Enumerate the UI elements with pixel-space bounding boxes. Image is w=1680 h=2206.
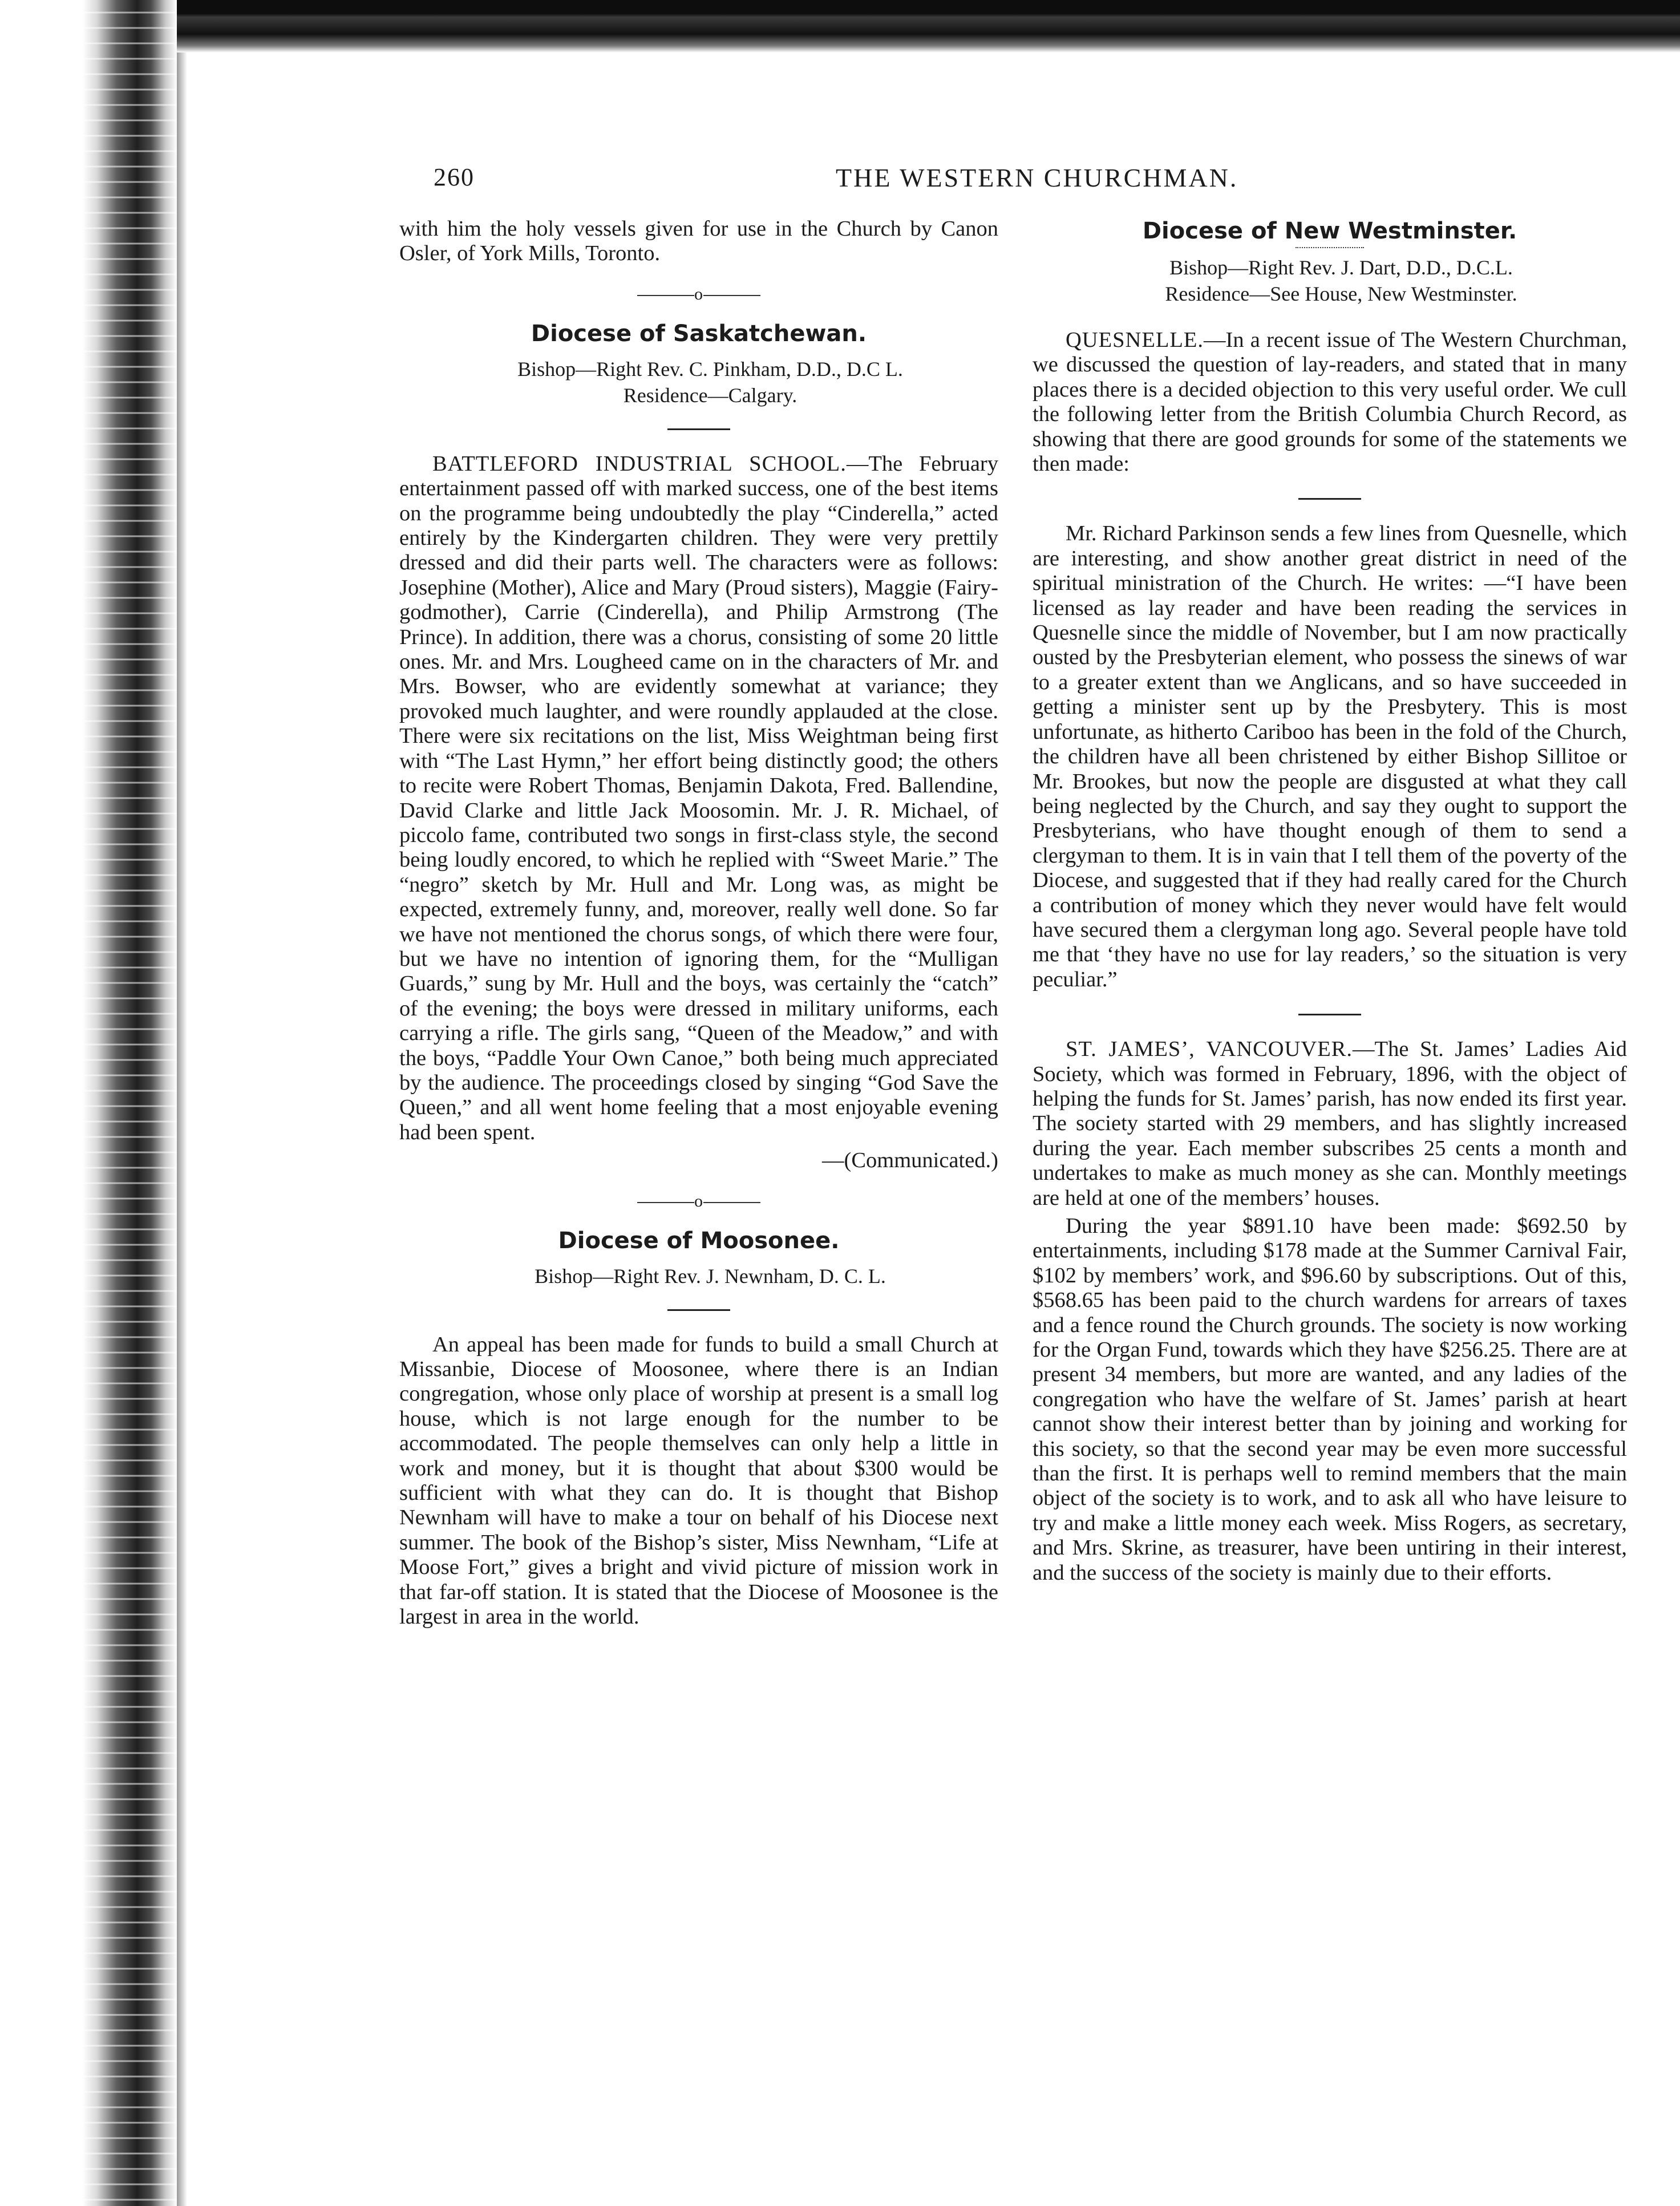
opening-paragraph: with him the holy vessels given for use in the Church by Canon Osler, of York Mills, Toronto. [399, 217, 998, 266]
section-divider: o [399, 286, 998, 303]
short-rule [1298, 498, 1361, 500]
article-body-vancouver: —The St. James’ Ladies Aid Society, which was formed in February, 1896, with the object of helping the funds for St. James’ parish, has now ended its first year. The society started with 29 members, and has slightly increased during the year. Each member subscribes 25 cents a month and undertakes to make as much money as she can. Monthly meetings are held at one of the members’ houses. [1033, 1037, 1627, 1210]
short-rule [667, 428, 730, 430]
article-quesnelle-letter: Mr. Richard Parkinson sends a few lines from Quesnelle, which are interesting, and show another great district in need of the spiritual ministration of the Church. He writes: —“I have been licensed as lay reader and have been reading the services in Quesnelle since the middle of November, but I am now practically ousted by the Presbyterian element, who possess the sinews of war to a greater extent than we Anglicans, and so have succeeded in getting a minister sent up by the Presbytery. This is most unfortunate, as hitherto Cariboo has been in the fold of the Church, the children have all been christened by either Bishop Sillitoe or Mr. Brookes, but now the people are disgusted at what they call being neglected by the Church, and say they ought to support the Presbyterians, who have thought enough of them to send a clergyman to them. It is in vain that I tell them of the poverty of the Diocese, and suggested that if they had really cared for the Church a contribution of money which they never would have felt would have secured them a clergyman long ago. Several people have told me that ‘they have no use for lay readers,’ so the situation is very peculiar.” [1033, 521, 1627, 991]
residence-new-westminster: Residence—See House, New Westminster. [1165, 282, 1517, 305]
page-number: 260 [434, 163, 475, 191]
article-lead-quesnelle: QUESNELLE. [1066, 328, 1204, 352]
scan-binding-edge [0, 0, 177, 2206]
heading-new-westminster: Diocese of New Westminster. [1142, 218, 1517, 244]
scan-page-edge-shadow [177, 52, 187, 2206]
heading-moosonee: Diocese of Moosonee. [558, 1227, 840, 1254]
running-title: THE WESTERN CHURCHMAN. [836, 163, 1238, 192]
article-body-quesnelle: —In a recent issue of The Western Churchman, we discussed the question of lay-readers, and stated that in many places there is a decided objection to this very useful order. We cull the following letter from the British Columbia Church Record, as showing that there are good grounds for some of the statements we then made: [1033, 328, 1627, 476]
bishop-saskatchewan: Bishop—Right Rev. C. Pinkham, D.D., D.C L. [517, 357, 903, 381]
short-rule [1298, 1014, 1361, 1015]
page-header [434, 163, 1603, 203]
scan-top-border [0, 0, 1680, 52]
short-rule [667, 1309, 730, 1311]
article-lead-battleford: BATTLEFORD INDUSTRIAL SCHOOL. [432, 451, 847, 476]
article-vancouver-finances: During the year $891.10 have been made: $692.50 by entertainments, including $178 made at the Summer Carnival Fair, $102 by members’ work, and $96.60 by subscriptions. Out of this, $568.65 has been paid to the church wardens for arrears of taxes and a fence round the Church grounds. The society is now working for the Organ Fund, towards which they have $256.25. There are at present 34 members, but more are wanted, and any ladies of the congregation who have the welfare of St. James’ parish at heart cannot show their interest better than by joining and working for this society, so that the second year may be even more successful than the first. It is perhaps well to remind members that the main object of the society is to work, and to ask all who have leisure to try and make a little money each week. Miss Rogers, as secretary, and Mrs. Skrine, as treasurer, have been untiring in their interest, and the success of the society is mainly due to their efforts. [1033, 1214, 1627, 1585]
section-divider: o [399, 1193, 998, 1210]
article-body-battleford: —The February entertainment passed off with marked success, one of the best items on the programme being undoubtedly the play “Cinderella,” acted entirely by the Kindergarten children. They were very prettily dressed and did their parts well. The characters were as follows: Josephine (Mother), Alice and Mary (Proud sisters), Maggie (Fairy-godmother), Carrie (Cinderella), and Philip Armstrong (The Prince). In addition, there was a chorus, consisting of some 20 little ones. Mr. and Mrs. Lougheed came on in the characters of Mr. and Mrs. Bowser, who are evidently somewhat at variance; they provoked much laughter, and were roundly applauded at the close. There were six recitations on the list, Miss Weightman being first with “The Last Hymn,” her effort being distinctly good; the others to recite were Robert Thomas, Benjamin Dakota, Fred. Ballendine, David Clarke and little Jack Moosomin. Mr. J. R. Michael, of piccolo fame, contributed two songs in first-class style, the second being loudly encored, to which he replied with “Sweet Marie.” The “negro” sketch by Mr. Hull and Mr. Long was, as might be expected, extremely funny, and, moreover, really well done. So far we have not mentioned the chorus songs, of which there were four, but we have no intention of ignoring them, for the “Mulligan Guards,” sung by Mr. Hull and the boys, was certainly the “catch” of the evening; the boys were dressed in military uniforms, each carrying a rifle. The girls sang, “Queen of the Meadow,” and with the boys, “Paddle Your Own Canoe,” both being much appreciated by the audience. The proceedings closed by singing “God Save the Queen,” and all went home feeling that a most enjoyable evening had been spent. [399, 451, 998, 1144]
article-lead-vancouver: ST. JAMES’, VANCOUVER. [1066, 1037, 1353, 1062]
heading-ornament [1296, 247, 1364, 248]
article-vancouver [1033, 1037, 1627, 1211]
signoff-communicated: —(Communicated.) [822, 1148, 998, 1173]
left-column [399, 217, 998, 1633]
bishop-new-westminster: Bishop—Right Rev. J. Dart, D.D., D.C.L. [1169, 256, 1513, 279]
article-battleford [399, 452, 998, 1145]
bishop-moosonee: Bishop—Right Rev. J. Newnham, D. C. L. [535, 1264, 886, 1288]
right-column [1033, 214, 1627, 1589]
heading-saskatchewan: Diocese of Saskatchewan. [531, 320, 867, 347]
article-quesnelle-intro [1033, 328, 1627, 476]
article-moosonee: An appeal has been made for funds to build a small Church at Missanbie, Diocese of Moosonee, where there is an Indian congregation, whose only place of worship at present is a small log house, which is not large enough for the number to be accommodated. The people themselves can only help a little in work and money, but it is thought that about $300 would be sufficient with what they can do. It is thought that Bishop Newnham will have to make a tour on behalf of his Diocese next summer. The book of the Bishop’s sister, Miss Newnham, “Life at Moose Fort,” gives a bright and vivid picture of mission work in that far-off station. It is stated that the Diocese of Moosonee is the largest in area in the world. [399, 1332, 998, 1629]
residence-saskatchewan: Residence—Calgary. [623, 383, 798, 407]
